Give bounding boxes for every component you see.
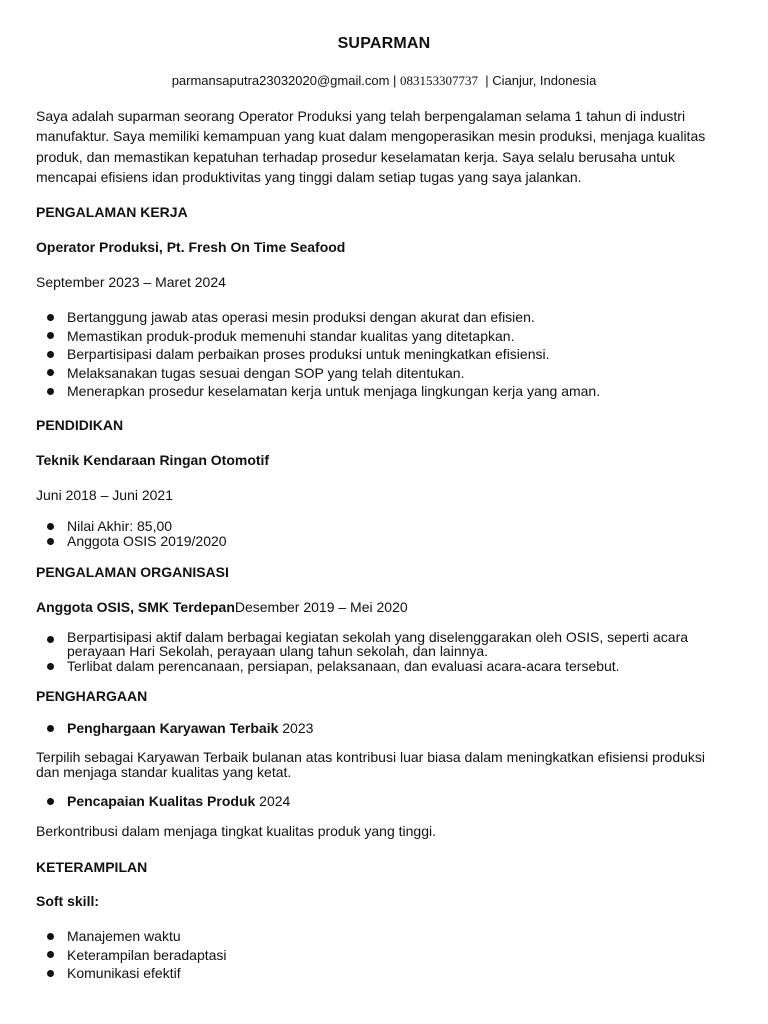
organization-heading: PENGALAMAN ORGANISASI — [36, 564, 229, 580]
experience-role: Operator Produksi, Pt. Fresh On Time Seafood — [36, 239, 346, 255]
bullet-icon — [47, 951, 54, 958]
bullet-icon — [47, 663, 54, 670]
bullet-icon — [47, 369, 54, 376]
award-title: Penghargaan Karyawan Terbaik — [67, 720, 279, 736]
education-bullet: Nilai Akhir: 85,00 — [36, 517, 726, 536]
bullet-icon — [47, 636, 54, 643]
education-bullet: Anggota OSIS 2019/2020 — [36, 532, 726, 551]
award-year: 2023 — [278, 720, 314, 736]
award-year: 2024 — [255, 793, 291, 809]
organization-bullet: Terlibat dalam perencanaan, persiapan, pelaksanaan, dan evaluasi acara-acara tersebut. — [36, 657, 726, 676]
bullet-icon — [47, 538, 54, 545]
experience-bullet: Melaksanakan tugas sesuai dengan SOP yang telah ditentukan. — [36, 364, 726, 383]
skill-item: Manajemen waktu — [36, 927, 726, 946]
organization-role: Anggota OSIS, SMK Terdepan — [36, 599, 235, 615]
bullet-icon — [47, 388, 54, 395]
bullet-icon — [47, 798, 54, 805]
experience-bullet: Menerapkan prosedur keselamatan kerja untuk menjaga lingkungan kerja yang aman. — [36, 382, 726, 401]
soft-skill-label: Soft skill: — [36, 893, 100, 909]
email-text: parmansaputra23032020@gmail.com — [171, 73, 390, 88]
bullet-icon — [47, 314, 54, 321]
location-text: Cianjur, Indonesia — [492, 73, 597, 88]
bullet-icon — [47, 351, 54, 358]
bullet-icon — [47, 933, 54, 940]
skills-heading: KETERAMPILAN — [36, 859, 148, 875]
awards-heading: PENGHARGAAN — [36, 688, 148, 704]
education-heading: PENDIDIKAN — [36, 417, 124, 433]
organization-period: Desember 2019 – Mei 2020 — [234, 599, 408, 615]
experience-bullet: Memastikan produk-produk memenuhi standar kualitas yang ditetapkan. — [36, 327, 726, 346]
contact-separator: | — [478, 73, 493, 88]
award-item — [36, 792, 726, 811]
bullet-icon — [47, 332, 54, 339]
education-period: Juni 2018 – Juni 2021 — [36, 487, 173, 503]
bullet-icon — [47, 523, 54, 530]
award-description: Terpilih sebagai Karyawan Terbaik bulanan atas kontribusi luar biasa dalam meningkatkan efisiensi produksi dan menjaga standar kualitas yang ketat. — [36, 749, 706, 780]
bullet-icon — [47, 725, 54, 732]
contact-separator: | — [389, 73, 401, 88]
bullet-icon — [47, 970, 54, 977]
award-description: Berkontribusi dalam menjaga tingkat kualitas produk yang tinggi. — [36, 823, 437, 839]
education-program: Teknik Kendaraan Ringan Otomotif — [36, 452, 270, 468]
organization-role-line — [36, 599, 408, 615]
summary-paragraph: Saya adalah suparman seorang Operator Produksi yang telah berpengalaman selama 1 tahun di industri manufaktur. Saya memiliki kemampuan yang kuat dalam mengoperasikan mesin produksi, menjaga kualitas produk, dan memastikan kepatuhan terhadap prosedur keselamatan kerja. Saya selalu berusaha untuk mencapai efisiens idan produktivitas yang tinggi dalam setiap tugas yang saya jalankan. — [36, 108, 706, 186]
experience-bullet: Berpartisipasi dalam perbaikan proses produksi untuk meningkatkan efisiensi. — [36, 345, 726, 364]
experience-period: September 2023 – Maret 2024 — [36, 274, 226, 290]
phone-text: 083153307737 — [400, 73, 479, 88]
experience-heading: PENGALAMAN KERJA — [36, 204, 188, 220]
experience-bullet: Bertanggung jawab atas operasi mesin produksi dengan akurat dan efisien. — [36, 308, 726, 327]
award-title: Pencapaian Kualitas Produk — [67, 793, 256, 809]
skill-item: Komunikasi efektif — [36, 964, 726, 983]
award-item — [36, 719, 726, 738]
skill-item: Keterampilan beradaptasi — [36, 946, 726, 965]
contact-line — [0, 73, 768, 89]
candidate-name: SUPARMAN — [337, 35, 431, 52]
organization-bullet: Berpartisipasi aktif dalam berbagai kegiatan sekolah yang diselenggarakan oleh OSIS, seperti acara perayaan Hari Sekolah, perayaan ulang tahun sekolah, dan lainnya. — [36, 630, 726, 658]
